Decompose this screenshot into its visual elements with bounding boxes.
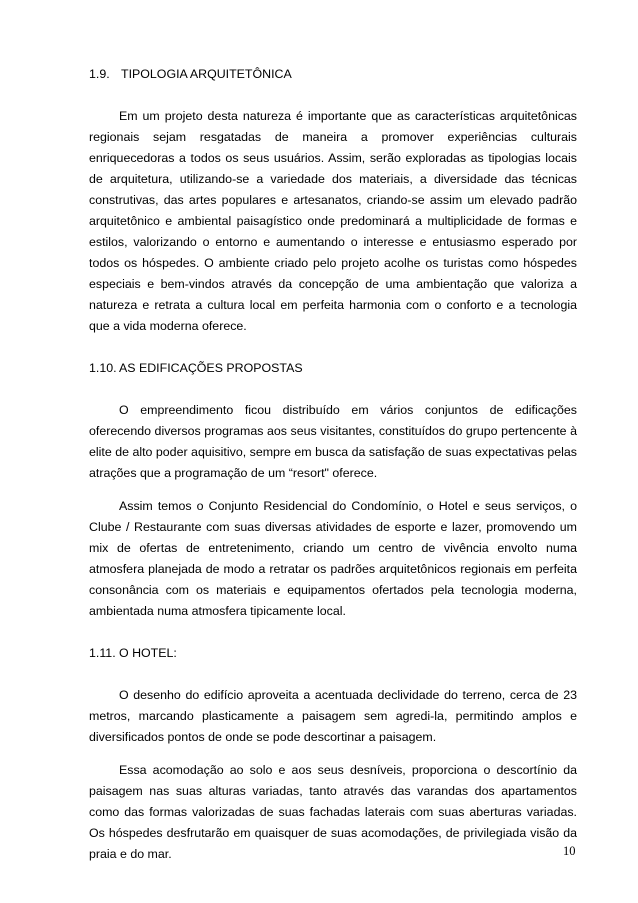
paragraph: Assim temos o Conjunto Residencial do Condomínio, o Hotel e seus serviços, o Clube / Restaurante com suas diversas atividades de esporte e lazer, promovendo um mix de ofertas de entretenimento, criando um centro de vivência envolto numa atmosfera planejada de modo a retratar os padrões arquitetônicos regionais em perfeita consonância com os materiais e equipamentos ofertados pela tecnologia moderna, ambientada numa atmosfera tipicamente local. [89, 499, 577, 618]
section-number: 1.11. [89, 646, 116, 660]
section-heading-tipologia [89, 64, 577, 85]
paragraph: Essa acomodação ao solo e aos seus desníveis, proporciona o descortínio da paisagem nas suas alturas variadas, tanto através das varandas dos apartamentos como das formas valorizadas de suas fachadas laterais com suas aberturas variadas. Os hóspedes desfrutarão em quaisquer de suas acomodações, de privilegiada visão da praia e do mar. [89, 763, 577, 861]
section-title: O HOTEL: [119, 646, 177, 660]
section-title: TIPOLOGIA ARQUITETÔNICA [121, 67, 292, 81]
section-number: 1.10. [89, 361, 117, 375]
page-number: 10 [563, 844, 576, 858]
paragraph: O empreendimento ficou distribuído em vários conjuntos de edificações oferecendo diversos programas aos seus visitantes, constituídos do grupo pertencente à elite de alto poder aquisitivo, sempre em busca da satisfação de suas expectativas pelas atrações que a programação de um “resort" oferece. [89, 403, 577, 480]
paragraph: O desenho do edifício aproveita a acentuada declividade do terreno, cerca de 23 metros, marcando plasticamente a paisagem sem agredi-la, permitindo amplos e diversificados pontos de onde se pode descortinar a paisagem. [89, 688, 577, 744]
document-page [89, 64, 577, 865]
section-title: AS EDIFICAÇÕES PROPOSTAS [119, 361, 303, 375]
section-heading-hotel [89, 643, 577, 664]
section-number: 1.9. [89, 67, 110, 81]
paragraph: Em um projeto desta natureza é importante que as características arquitetônicas regionais sejam resgatadas de maneira a promover experiências culturais enriquecedoras a todos os seus usuários. Assim, serão exploradas as tipologias locais de arquitetura, utilizando-se a variedade dos materiais, a diversidade das técnicas construtivas, das artes populares e artesanatos, criando-se assim um elevado padrão arquitetônico e ambiental paisagístico onde predominará a multiplicidade de formas e estilos, valorizando o entorno e aumentando o interesse e entusiasmo esperado por todos os hóspedes. O ambiente criado pelo projeto acolhe os turistas como hóspedes especiais e bem-vindos através da concepção de uma ambientação que valoriza a natureza e retrata a cultura local em perfeita harmonia com o conforto e a tecnologia que a vida moderna oferece. [89, 109, 577, 333]
section-heading-edificacoes [89, 358, 577, 379]
